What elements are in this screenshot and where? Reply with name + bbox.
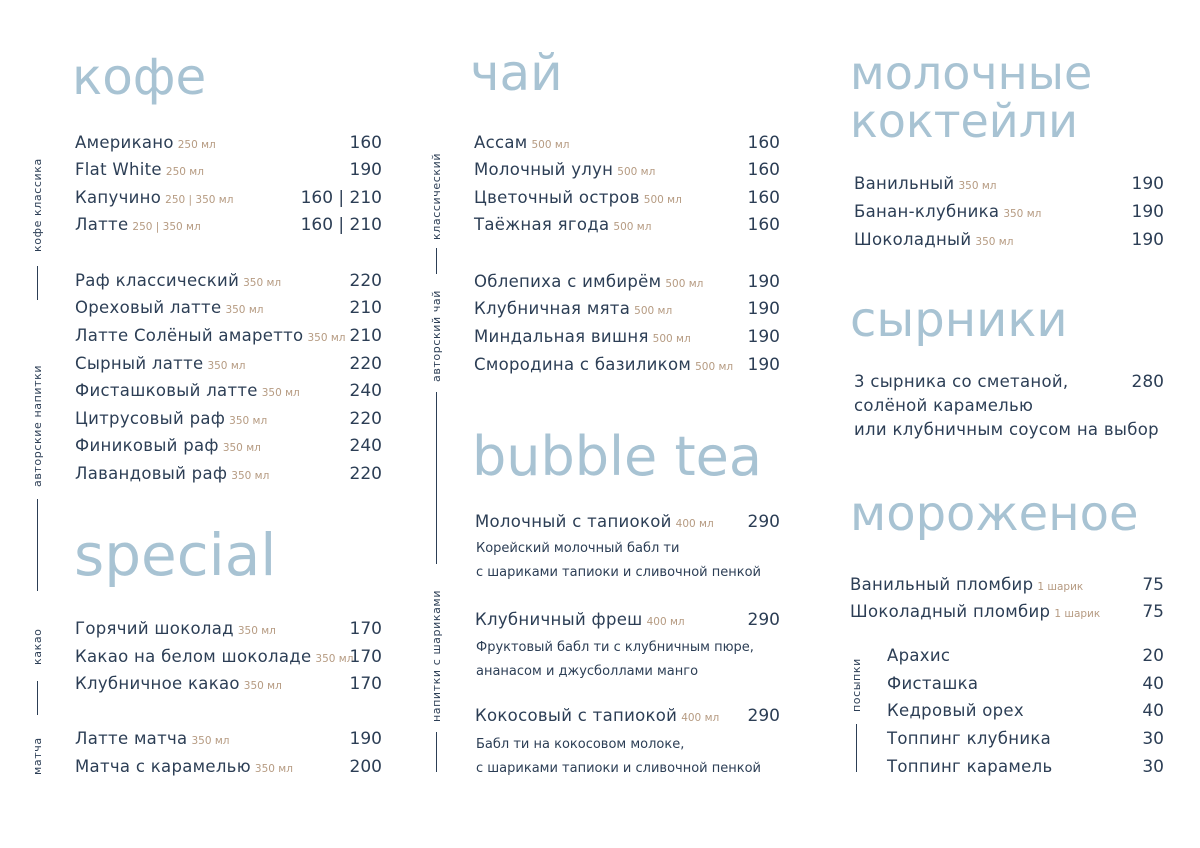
- menu-item: Шоколадный пломбир 1 шарик: [850, 602, 1101, 621]
- menu-item: Сырный латте 350 мл: [75, 354, 246, 373]
- menu-item: Ореховый латте 350 мл: [75, 298, 264, 317]
- menu-price: 160: [349, 133, 382, 153]
- special-title: special: [74, 521, 277, 589]
- menu-item: Молочный улун 500 мл: [474, 160, 656, 179]
- menu-price: 200: [349, 757, 382, 777]
- coffee-author-side-label: авторские напитки: [31, 364, 44, 487]
- coffee-title: кофе: [72, 48, 207, 106]
- menu-item: Финиковый раф 350 мл: [75, 436, 261, 455]
- menu-item: Облепиха с имбирём 500 мл: [474, 272, 704, 291]
- menu-price: 20: [1142, 646, 1164, 666]
- menu-price: 220: [349, 409, 382, 429]
- menu-item: Цитрусовый раф 350 мл: [75, 409, 268, 428]
- tea-author-side-label: авторский чай: [430, 289, 443, 382]
- side-divider: [436, 732, 437, 772]
- menu-description: с шариками тапиоки и сливочной пенкой: [476, 565, 761, 580]
- milkshakes-title-line2: коктейли: [850, 94, 1079, 148]
- cacao-side-label: какао: [31, 628, 44, 665]
- menu-item: Арахис: [887, 646, 951, 665]
- menu-price: 190: [747, 299, 780, 319]
- menu-price: 160: [747, 215, 780, 235]
- side-divider: [856, 724, 857, 772]
- menu-item: Латте 250 | 350 мл: [75, 215, 201, 234]
- menu-item: Клубничный фреш 400 мл: [475, 610, 685, 629]
- menu-price: 30: [1142, 757, 1164, 777]
- menu-description: с шариками тапиоки и сливочной пенкой: [476, 761, 761, 776]
- menu-item: Молочный с тапиокой 400 мл: [475, 512, 714, 531]
- menu-price: 190: [747, 272, 780, 292]
- menu-item: Капучино 250 | 350 мл: [75, 188, 234, 207]
- menu-item: Латте Солёный амаретто 350 мл: [75, 326, 346, 345]
- menu-price: 75: [1142, 575, 1164, 595]
- menu-item: Лавандовый раф 350 мл: [75, 464, 270, 483]
- menu-item: Американо 250 мл: [75, 133, 216, 152]
- syrniki-description-line1: 3 сырника со сметаной,: [854, 372, 1069, 391]
- menu-price: 170: [349, 647, 382, 667]
- matcha-side-label: матча: [31, 737, 44, 775]
- side-divider: [37, 499, 38, 591]
- menu-item: Фисташковый латте 350 мл: [75, 381, 300, 400]
- menu-item: Ванильный 350 мл: [854, 174, 997, 193]
- menu-price: 160: [747, 188, 780, 208]
- menu-item: Банан-клубника 350 мл: [854, 202, 1042, 221]
- menu-price: 190: [349, 729, 382, 749]
- menu-price: 220: [349, 271, 382, 291]
- menu-item: Смородина с базиликом 500 мл: [474, 355, 734, 374]
- bubble-side-label: напитки с шариками: [430, 589, 443, 722]
- menu-price: 190: [1131, 174, 1164, 194]
- menu-item: Раф классический 350 мл: [75, 271, 282, 290]
- menu-price: 170: [349, 674, 382, 694]
- menu-price: 290: [747, 610, 780, 630]
- menu-price: 210: [349, 326, 382, 346]
- syrniki-description-line3: или клубничным соусом на выбор: [854, 420, 1159, 439]
- menu-item: Таёжная ягода 500 мл: [474, 215, 652, 234]
- menu-price: 220: [349, 464, 382, 484]
- syrniki-description-line2: солёной карамелью: [854, 396, 1034, 415]
- menu-item: Клубничная мята 500 мл: [474, 299, 673, 318]
- menu-price: 190: [349, 160, 382, 180]
- menu-item: Топпинг карамель: [887, 757, 1053, 776]
- menu-description: ананасом и джусболлами манго: [476, 664, 699, 679]
- menu-item: Горячий шоколад 350 мл: [75, 619, 276, 638]
- side-divider: [37, 266, 38, 300]
- menu-price: 30: [1142, 729, 1164, 749]
- menu-price: 240: [349, 381, 382, 401]
- menu-price: 290: [747, 706, 780, 726]
- icecream-title: мороженое: [850, 486, 1139, 542]
- menu-price: 160 | 210: [300, 188, 382, 208]
- menu-item: Миндальная вишня 500 мл: [474, 327, 691, 346]
- menu-item: Ассам 500 мл: [474, 133, 570, 152]
- side-divider: [37, 681, 38, 715]
- menu-price: 160: [747, 160, 780, 180]
- milkshakes-title-line1: молочные: [850, 46, 1093, 100]
- menu-item: Цветочный остров 500 мл: [474, 188, 682, 207]
- menu-item: Кокосовый с тапиокой 400 мл: [475, 706, 720, 725]
- menu-item: Кедровый орех: [887, 701, 1024, 720]
- menu-item: Flat White 250 мл: [75, 160, 204, 179]
- toppings-side-label: посыпки: [850, 658, 863, 712]
- menu-price: 190: [1131, 230, 1164, 250]
- menu-price: 160: [747, 133, 780, 153]
- menu-price: 240: [349, 436, 382, 456]
- menu-price: 190: [747, 327, 780, 347]
- menu-price: 170: [349, 619, 382, 639]
- menu-item: Топпинг клубника: [887, 729, 1052, 748]
- menu-item: Ванильный пломбир 1 шарик: [850, 575, 1084, 594]
- menu-price: 40: [1142, 701, 1164, 721]
- tea-classic-side-label: классический: [430, 152, 443, 240]
- menu-price: 210: [349, 298, 382, 318]
- menu-price: 75: [1142, 602, 1164, 622]
- menu-item: Клубничное какао 350 мл: [75, 674, 282, 693]
- menu-item: Шоколадный 350 мл: [854, 230, 1014, 249]
- menu-price: 160 | 210: [300, 215, 382, 235]
- side-divider: [436, 248, 437, 274]
- menu-item: Фисташка: [887, 674, 979, 693]
- menu-item: Латте матча 350 мл: [75, 729, 230, 748]
- side-divider: [436, 392, 437, 564]
- menu-price: 290: [747, 512, 780, 532]
- menu-price: 220: [349, 354, 382, 374]
- menu-item: Какао на белом шоколаде 350 мл: [75, 647, 354, 666]
- coffee-classic-side-label: кофе классика: [31, 158, 44, 252]
- menu-price: 40: [1142, 674, 1164, 694]
- syrniki-title: сырники: [850, 292, 1068, 348]
- menu-item: Матча с карамелью 350 мл: [75, 757, 293, 776]
- menu-description: Бабл ти на кокосовом молоке,: [476, 737, 685, 752]
- menu-description: Корейский молочный бабл ти: [476, 541, 680, 556]
- bubble-tea-title: bubble tea: [472, 425, 762, 488]
- tea-title: чай: [470, 44, 563, 102]
- menu-description: Фруктовый бабл ти с клубничным пюре,: [476, 640, 754, 655]
- menu-price: 280: [1131, 372, 1164, 392]
- menu-price: 190: [747, 355, 780, 375]
- menu-price: 190: [1131, 202, 1164, 222]
